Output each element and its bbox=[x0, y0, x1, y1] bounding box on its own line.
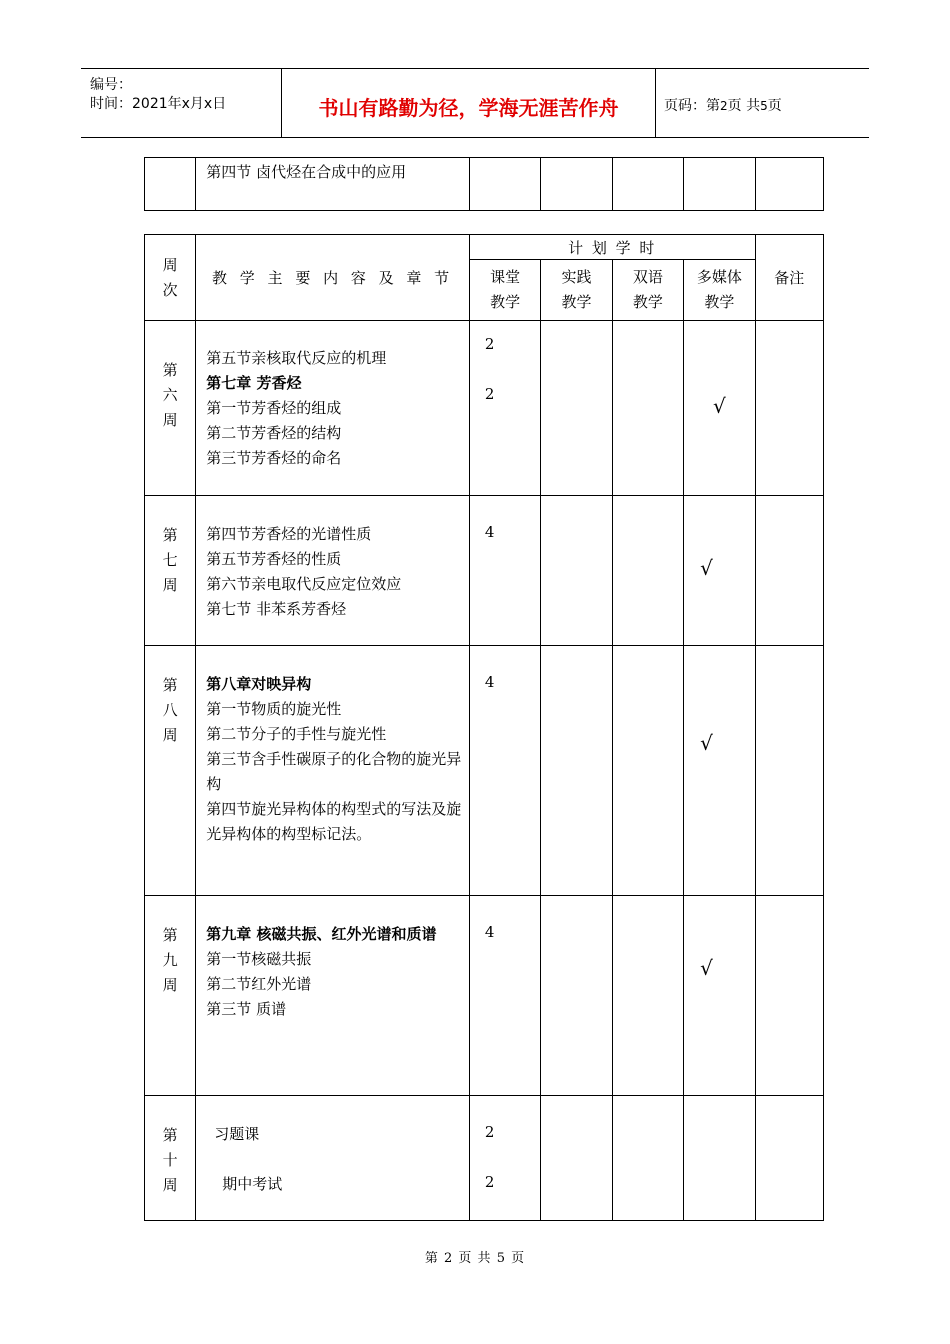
content-cell bbox=[196, 158, 470, 211]
header-sub-line: 教学 bbox=[561, 293, 592, 311]
hours-value: 4 bbox=[484, 923, 495, 941]
table-header-row bbox=[145, 235, 824, 260]
header-sub-line: 教学 bbox=[704, 293, 735, 311]
hours-bilingual-cell bbox=[612, 896, 683, 1096]
hours-classroom-cell bbox=[469, 321, 540, 496]
header-content-title: 教 学 主 要 内 容 及 章 节 bbox=[196, 235, 470, 321]
content-line: 第七节 非苯系芳香烃 bbox=[206, 600, 347, 618]
hours-value: 2 bbox=[484, 335, 495, 353]
header-bilingual bbox=[612, 260, 683, 321]
check-mark: √ bbox=[712, 394, 726, 418]
table-row bbox=[145, 158, 824, 211]
week-cell bbox=[145, 896, 196, 1096]
hours-practice-cell bbox=[541, 321, 612, 496]
number-label: 编号： bbox=[90, 77, 132, 93]
week-char: 第 bbox=[162, 926, 178, 944]
content-cell bbox=[196, 646, 470, 896]
hours-practice-cell bbox=[541, 158, 612, 211]
note-cell bbox=[755, 646, 823, 896]
header-sub-line: 双语 bbox=[632, 268, 663, 286]
header-meta bbox=[81, 69, 282, 137]
header-sub-line: 实践 bbox=[561, 268, 592, 286]
hours-value: 4 bbox=[484, 523, 495, 541]
table-row bbox=[145, 496, 824, 646]
content-line: 第二节分子的手性与旋光性 bbox=[206, 725, 387, 743]
footer-suffix: 页 bbox=[511, 1251, 526, 1266]
content-line: 第一节核磁共振 bbox=[206, 950, 312, 968]
content-line: 第六节亲电取代反应定位效应 bbox=[206, 575, 402, 593]
header-practice bbox=[541, 260, 612, 321]
footer-total-pages: 5 bbox=[496, 1251, 506, 1266]
hours-classroom-cell bbox=[469, 896, 540, 1096]
content-line: 第四节芳香烃的光谱性质 bbox=[206, 525, 372, 543]
content-line: 第三节芳香烃的命名 bbox=[206, 449, 342, 467]
hours-multimedia-cell bbox=[684, 321, 755, 496]
week-char: 第 bbox=[162, 526, 178, 544]
page-header bbox=[81, 68, 869, 138]
table-row bbox=[145, 646, 824, 896]
content-cell bbox=[196, 496, 470, 646]
header-sub-line: 多媒体 bbox=[696, 268, 742, 286]
page-mid: 页 共 bbox=[727, 98, 761, 114]
hours-classroom-cell bbox=[469, 496, 540, 646]
page-total: 5 bbox=[760, 99, 768, 113]
continuation-table bbox=[144, 157, 824, 211]
hours-bilingual-cell bbox=[612, 158, 683, 211]
hours-multimedia-cell bbox=[684, 158, 755, 211]
week-char: 六 bbox=[162, 386, 178, 404]
hours-practice-cell bbox=[541, 646, 612, 896]
week-char: 九 bbox=[162, 951, 178, 969]
footer-mid: 页 共 bbox=[458, 1251, 492, 1266]
note-cell bbox=[755, 1096, 823, 1221]
content-line: 第三节含手性碳原子的化合物的旋光异构 bbox=[206, 750, 462, 793]
hours-classroom-cell bbox=[469, 646, 540, 896]
page-indicator bbox=[664, 95, 782, 115]
check-mark: √ bbox=[700, 556, 713, 580]
content-line: 第二节芳香烃的结构 bbox=[206, 424, 342, 442]
content-line: 第四节 卤代烃在合成中的应用 bbox=[206, 163, 407, 181]
content-cell bbox=[196, 896, 470, 1096]
hours-value: 2 bbox=[484, 1123, 495, 1141]
week-char: 八 bbox=[162, 701, 178, 719]
header-motto-cell bbox=[282, 69, 656, 137]
week-char: 第 bbox=[162, 1126, 178, 1144]
content-line: 第一节物质的旋光性 bbox=[206, 700, 342, 718]
hours-multimedia-cell bbox=[684, 896, 755, 1096]
note-cell bbox=[755, 321, 823, 496]
content-line: 第五节亲核取代反应的机理 bbox=[206, 349, 387, 367]
header-sub-line: 课堂 bbox=[490, 268, 521, 286]
header-multimedia bbox=[684, 260, 755, 321]
content-line: 第五节芳香烃的性质 bbox=[206, 550, 342, 568]
header-week-char: 周 bbox=[162, 255, 178, 274]
hours-value: 2 bbox=[484, 385, 495, 403]
week-char: 周 bbox=[162, 1176, 178, 1194]
week-char: 周 bbox=[162, 976, 178, 994]
check-mark: √ bbox=[700, 956, 713, 980]
chapter-title: 第七章 芳香烃 bbox=[206, 374, 302, 392]
note-cell bbox=[755, 496, 823, 646]
hours-practice-cell bbox=[541, 1096, 612, 1221]
hours-practice-cell bbox=[541, 496, 612, 646]
week-char: 十 bbox=[162, 1151, 178, 1169]
content-line: 第一节芳香烃的组成 bbox=[206, 399, 342, 417]
table-row bbox=[145, 321, 824, 496]
week-cell bbox=[145, 496, 196, 646]
content-line: 第四节旋光异构体的构型式的写法及旋光异构体的构型标记法。 bbox=[206, 800, 462, 843]
hours-bilingual-cell bbox=[612, 1096, 683, 1221]
hours-classroom-cell bbox=[469, 1096, 540, 1221]
week-char: 周 bbox=[162, 576, 178, 594]
header-week bbox=[145, 235, 196, 321]
header-classroom bbox=[469, 260, 540, 321]
page-footer bbox=[0, 1247, 950, 1266]
note-cell bbox=[755, 158, 823, 211]
hours-multimedia-cell bbox=[684, 496, 755, 646]
week-cell bbox=[145, 321, 196, 496]
motto-text: 书山有路勤为径，学海无涯苦作舟 bbox=[318, 95, 619, 120]
content-line: 习题课 bbox=[214, 1125, 260, 1143]
chapter-title: 第八章对映异构 bbox=[206, 675, 312, 693]
header-note: 备注 bbox=[755, 235, 823, 321]
hours-value: 2 bbox=[484, 1173, 495, 1191]
header-sub-line: 教学 bbox=[632, 293, 663, 311]
header-week-char: 次 bbox=[162, 280, 178, 299]
content-line: 第三节 质谱 bbox=[206, 1000, 287, 1018]
footer-prefix: 第 bbox=[424, 1251, 439, 1266]
week-cell bbox=[145, 646, 196, 896]
hours-bilingual-cell bbox=[612, 321, 683, 496]
week-char: 周 bbox=[162, 411, 178, 429]
week-char: 第 bbox=[162, 361, 178, 379]
page-prefix: 页码：第 bbox=[664, 98, 720, 114]
note-cell bbox=[755, 896, 823, 1096]
table-row bbox=[145, 896, 824, 1096]
week-char: 七 bbox=[162, 551, 178, 569]
content-cell bbox=[196, 321, 470, 496]
table-row bbox=[145, 1096, 824, 1221]
content-cell bbox=[196, 1096, 470, 1221]
week-cell bbox=[145, 1096, 196, 1221]
week-char: 周 bbox=[162, 726, 178, 744]
content-line: 期中考试 bbox=[222, 1175, 283, 1193]
schedule-table bbox=[144, 234, 824, 1221]
header-sub-line: 教学 bbox=[490, 293, 521, 311]
week-char: 第 bbox=[162, 676, 178, 694]
hours-classroom-cell bbox=[469, 158, 540, 211]
header-planned-hours: 计 划 学 时 bbox=[469, 235, 755, 260]
time-label: 时间：2021年x月x日 bbox=[90, 96, 227, 112]
hours-bilingual-cell bbox=[612, 496, 683, 646]
week-cell bbox=[145, 158, 196, 211]
page-suffix: 页 bbox=[767, 98, 782, 114]
hours-value: 4 bbox=[484, 673, 495, 691]
content-line: 第二节红外光谱 bbox=[206, 975, 312, 993]
footer-current-page: 2 bbox=[444, 1251, 454, 1266]
hours-practice-cell bbox=[541, 896, 612, 1096]
hours-multimedia-cell bbox=[684, 646, 755, 896]
hours-bilingual-cell bbox=[612, 646, 683, 896]
chapter-title: 第九章 核磁共振、红外光谱和质谱 bbox=[206, 925, 437, 943]
page-current: 2 bbox=[720, 99, 728, 113]
check-mark: √ bbox=[700, 731, 713, 755]
hours-multimedia-cell bbox=[684, 1096, 755, 1221]
